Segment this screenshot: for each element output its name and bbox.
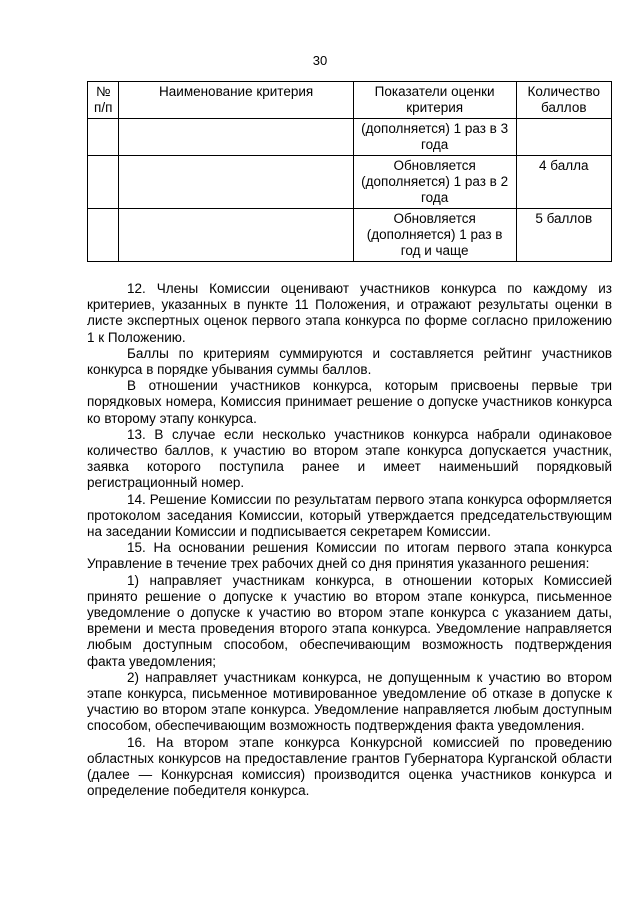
cell-num [88,156,119,209]
paragraph-14: 14. Решение Комиссии по результатам первого этапа конкурса оформляется протоколом заседания Комиссии, который утверждается председательствующим на заседании Комиссии и подписывается секретарем Комиссии. [87,491,612,540]
cell-indicator: (дополняется) 1 раз в 3 года [353,119,516,156]
cell-name [119,209,353,262]
cell-indicator: Обновляется (дополняется) 1 раз в год и чаще [353,209,516,262]
header-score: Количество баллов [516,82,612,119]
cell-indicator: Обновляется (дополняется) 1 раз в 2 года [353,156,516,209]
paragraph-scores-sum: Баллы по критериям суммируются и составляется рейтинг участников конкурса в порядке убывания суммы баллов. [87,345,612,378]
paragraph-16: 16. На втором этапе конкурса Конкурсной комиссией по проведению областных конкурсов на предоставление грантов Губернатора Курганской области (далее — Конкурсная комиссия) производится оценка участников конкурса и определение победителя конкурса. [87,734,612,799]
table-row [88,156,612,209]
cell-num [88,209,119,262]
cell-score [516,119,612,156]
table-header-row [88,82,612,119]
cell-score: 5 баллов [516,209,612,262]
paragraph-12: 12. Члены Комиссии оценивают участников конкурса по каждому из критериев, указанных в пункте 11 Положения, и отражают результаты оценки в листе экспертных оценок первого этапа конкурса по форме согласно приложению 1 к Положению. [87,281,612,345]
cell-num [88,119,119,156]
table-row [88,209,612,262]
table-row [88,119,612,156]
cell-name [119,156,353,209]
header-indicators: Показатели оценки критерия [353,82,516,119]
cell-name [119,119,353,156]
document-body [87,281,612,800]
paragraph-15: 15. На основании решения Комиссии по итогам первого этапа конкурса Управление в течение трех рабочих дней со дня принятия указанного решения: [87,540,612,572]
paragraph-15-1: 1) направляет участникам конкурса, в отношении которых Комиссией принято решение о допуске к участию во втором этапе конкурса, письменное уведомление о допуске к участию во втором этапе конкурса с указанием даты, времени и места проведения второго этапа конкурса. Уведомление направляется любым доступным способом, обеспечивающим возможность подтверждения факта уведомления; [87,572,612,669]
criteria-table [87,81,612,262]
header-num: № п/п [88,82,119,119]
header-name: Наименование критерия [119,82,353,119]
page-number: 30 [312,53,328,68]
cell-score: 4 балла [516,156,612,209]
paragraph-15-2: 2) направляет участникам конкурса, не допущенным к участию во втором этапе конкурса, письменное мотивированное уведомление об отказе в допуске к участию во втором этапе конкурса. Уведомление направляется любым доступным способом, обеспечивающим возможность подтверждения факта уведомления. [87,669,612,734]
paragraph-admission: В отношении участников конкурса, которым присвоены первые три порядковых номера, Комиссия принимает решение о допуске участников конкурса ко второму этапу конкурса. [87,378,612,426]
paragraph-13: 13. В случае если несколько участников конкурса набрали одинаковое количество баллов, к участию во втором этапе конкурса допускается участник, заявка которого поступила ранее и имеет наименьший порядковый регистрационный номер. [87,426,612,491]
